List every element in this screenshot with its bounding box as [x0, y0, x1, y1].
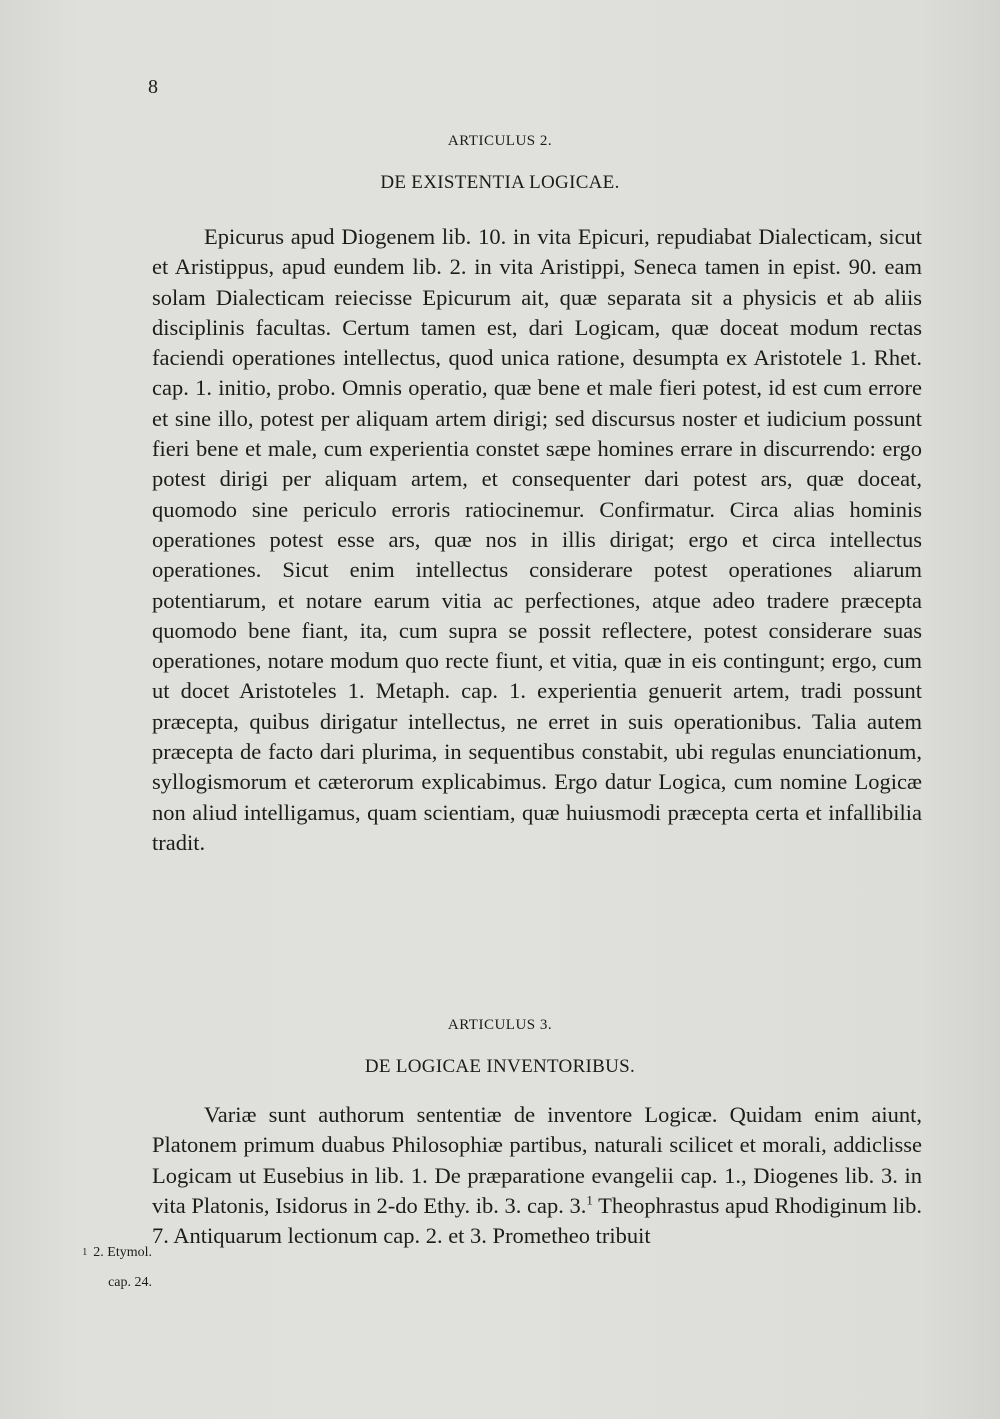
article-2-paragraph: Epicurus apud Diogenem lib. 10. in vita Epicuri, repudiabat Dialecticam, sicut et Aristippus, apud eundem lib. 2. in vita Aristippi, Seneca tamen in epist. 90. eam solam Dialecticam reiecisse Epicurum ait, quæ separata sit a physicis et ab aliis disciplinis facultas. Certum tamen est, dari Logicam, quæ doceat modum rectas faciendi operationes intellectus, quod unica ratione, desumpta ex Aristotele 1. Rhet. cap. 1. initio, probo. Omnis operatio, quæ bene et male fieri potest, id est cum errore et sine illo, potest per aliquam artem dirigi; sed discursus noster et iudicium possunt fieri bene et male, cum experientia constet sæpe homines errare in discurrendo: ergo potest dirigi per aliquam artem, et consequenter dari potest ars, quæ doceat, quomodo sine periculo erroris ratiocinemur. Confirmatur. Circa alias hominis operationes potest esse ars, quæ nos in illis dirigat; ergo et circa intellectus operationes. Sicut enim intellectus considerare potest operationes aliarum potentiarum, et notare earum vitia ac perfectiones, atque adeo tradere præcepta quomodo bene fiant, ita, cum supra se possit reflectere, potest considerare suas operationes, notare modum quo recte fiunt, et vitia, quæ in eis contingunt; ergo, cum ut docet Aristoteles 1. Metaph. cap. 1. experientia genuerit artem, tradi possunt præcepta, quibus dirigatur intellectus, ne erret in suis operationibus. Talia autem præcepta de facto dari plurima, in sequentibus constabit, ubi regulas enunciationum, syllogismorum et cæterorum explicabimus. Ergo datur Logica, cum nomine Logicæ non aliud intelligamus, quam scientiam, quæ huiusmodi præcepta certa et infallibilia tradit. [152, 224, 922, 855]
page-number: 8 [148, 76, 158, 98]
article-3-body [152, 1100, 922, 1251]
article-2-label: ARTICULUS 2. [447, 133, 553, 149]
footnote-text-1: 2. Etymol. [93, 1245, 152, 1260]
footnote-line-1 [40, 1238, 152, 1268]
article-3-title: DE LOGICAE INVENTORIBUS. [364, 1056, 636, 1077]
article-3-label: ARTICULUS 3. [447, 1017, 553, 1033]
footnote-reference: 1 [586, 1192, 593, 1208]
article-2-body [152, 222, 922, 858]
footnote-mark: 1 [82, 1247, 88, 1258]
article-3-text-part1: Variæ sunt authorum sententiæ de inventore Logicæ. Quidam enim aiunt, Platonem primum duabus Philosophiæ partibus, naturali scilicet et morali, addiclisse Logicam ut Eusebius in lib. 1. De præparatione evangelii cap. 1., Diogenes lib. 3. in vita Platonis, Isidorus in 2-do Ethy. ib. 3. cap. 3. [152, 1102, 922, 1218]
article-2-title: DE EXISTENTIA LOGICAE. [380, 172, 620, 193]
margin-footnote [40, 1238, 152, 1298]
article-3-paragraph [152, 1100, 922, 1251]
article-3-text-part2: Theophrastus apud Rhodiginum lib. 7. Antiquarum lectionum cap. 2. et 3. Prometheo tribuit [152, 1192, 922, 1249]
footnote-line-2: cap. 24. [108, 1275, 152, 1290]
